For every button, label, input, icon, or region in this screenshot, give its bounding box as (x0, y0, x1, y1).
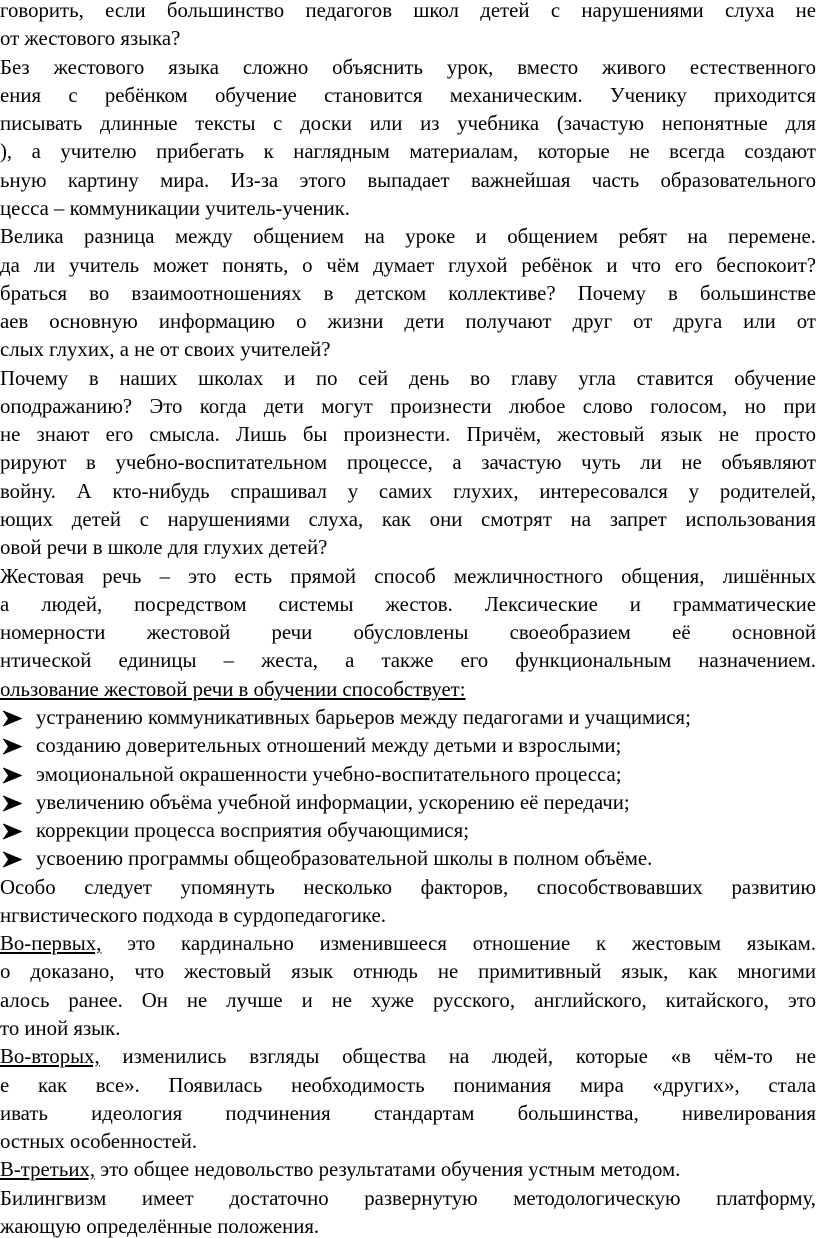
text-line: нгвистического подхода в сурдопедагогике. (0, 904, 386, 927)
list-item-text: устранению коммуникативных барьеров между педагогами и учащимися; (36, 706, 691, 729)
arrow-bullet-icon (2, 731, 24, 761)
text-line: овой речи в школе для глухих детей? (0, 536, 328, 559)
text-line: да ли учитель может понять, о чём думает глухой ребёнок и что его беспокоит? (0, 254, 816, 277)
list-item-text: увеличению объёма учебной информации, ускорению её передачи; (36, 791, 630, 814)
text-line: алось ранее. Он не лучше и не хуже русского, английского, китайского, это (0, 989, 816, 1012)
text-line: рируют в учебно-воспитательном процессе, а зачастую чуть ли не объявляют (0, 451, 816, 474)
first-point-line (0, 929, 816, 959)
underlined-text: ользование жестовой речи в обучении способствует: (0, 678, 466, 701)
text-line: ивать идеология подчинения стандартам большинства, нивелирования (0, 1102, 816, 1125)
text-line: слых глухих, а не от своих учителей? (0, 338, 331, 361)
text-line: жающую определённые положения. (0, 1215, 320, 1238)
third-point-line (0, 1155, 816, 1185)
text-line: от жестового языка? (0, 27, 181, 50)
text-line: писывать длинные тексты с доски или из учебника (зачастую непонятные для (0, 112, 816, 135)
text-line: то иной язык. (0, 1017, 121, 1040)
list-item (0, 844, 816, 874)
third-label: В-третьих, (0, 1158, 96, 1181)
list-item-text: коррекции процесса восприятия обучающимися; (36, 819, 469, 842)
first-label: Во-первых, (0, 932, 102, 955)
arrow-bullet-icon (2, 844, 24, 874)
list-item-text: усвоению программы общеобразовательной школы в полном объёме. (36, 847, 653, 870)
arrow-bullet-icon (2, 788, 24, 818)
text-line: Жестовая речь – это есть прямой способ межличностного общения, лишённых (0, 565, 816, 588)
text-line: Велика разница между общением на уроке и общением ребят на перемене. (0, 225, 816, 248)
text-line: ьную картину мира. Из-за этого выпадает важнейшая часть образовательного (0, 169, 816, 192)
text-line: остных особенностей. (0, 1130, 198, 1153)
second-rest: изменились взгляды общества на людей, которые «в чём-то не (99, 1045, 816, 1068)
text-line: ), а учителю прибегать к наглядным материалам, которые не всегда создают (0, 140, 816, 163)
text-line: не знают его смысла. Лишь бы произнести. Причём, жестовый язык не просто (0, 423, 816, 446)
arrow-bullet-icon (2, 816, 24, 846)
text-line: браться во взаимоотношениях в детском коллективе? Почему в большинстве (0, 282, 816, 305)
text-line: Почему в наших школах и по сей день во главу угла ставится обучение (0, 367, 816, 390)
text-line: говорить, если большинство педагогов школ детей с нарушениями слуха не (0, 0, 816, 22)
third-rest: это общее недовольство результатами обучения устным методом. (95, 1158, 681, 1181)
second-label: Во-вторых, (0, 1045, 100, 1068)
list-item (0, 816, 816, 846)
list-item-text: созданию доверительных отношений между детьми и взрослыми; (36, 734, 622, 757)
text-line: Билингвизм имеет достаточно развернутую методологическую платформу, (0, 1187, 816, 1210)
text-line: Без жестового языка сложно объяснить урок, вместо живого естественного (0, 56, 816, 79)
list-intro-line (0, 675, 816, 705)
text-line: Особо следует упомянуть несколько факторов, способствовавших развитию (0, 876, 816, 899)
list-item (0, 788, 816, 818)
text-line: а людей, посредством системы жестов. Лексические и грамматические (0, 593, 816, 616)
second-point-line (0, 1042, 816, 1072)
text-line: нтической единицы – жеста, а также его функциональным назначением. (0, 649, 816, 672)
list-item-text: эмоциональной окрашенности учебно-воспитательного процесса; (36, 763, 622, 786)
text-line: аев основную информацию о жизни дети получают друг от друга или от (0, 310, 816, 333)
first-rest: это кардинально изменившееся отношение к жестовым языкам. (101, 932, 816, 955)
text-line: номерности жестовой речи обусловлены своеобразием её основной (0, 621, 816, 644)
text-line: ющих детей с нарушениями слуха, как они смотрят на запрет использования (0, 508, 816, 531)
text-line: о доказано, что жестовый язык отнюдь не примитивный язык, как многими (0, 960, 816, 983)
list-item (0, 703, 816, 733)
text-line: войну. А кто-нибудь спрашивал у самих глухих, интересовался у родителей, (0, 480, 816, 503)
text-line: оподражанию? Это когда дети могут произнести любое слово голосом, но при (0, 395, 816, 418)
text-line: е как все». Появилась необходимость понимания мира «других», стала (0, 1074, 816, 1097)
list-item (0, 760, 816, 790)
arrow-bullet-icon (2, 760, 24, 790)
text-line: ения с ребёнком обучение становится механическим. Ученику приходится (0, 84, 816, 107)
arrow-bullet-icon (2, 703, 24, 733)
text-line: цесса – коммуникации учитель-ученик. (0, 197, 351, 220)
list-item (0, 731, 816, 761)
